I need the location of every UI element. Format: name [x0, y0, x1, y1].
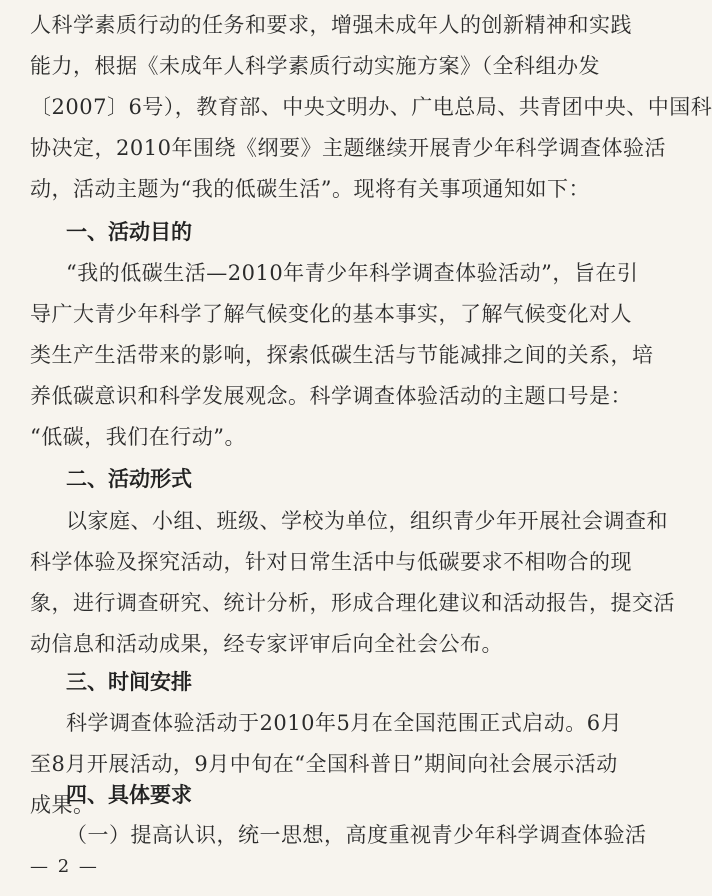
body-text-line: 成果。	[30, 793, 95, 817]
body-text-line: 〔2007〕6号），教育部、中央文明办、广电总局、共青团中央、中国科	[30, 95, 712, 119]
page-number: — 2 —	[30, 856, 99, 877]
body-text-line: 类生产生活带来的影响，探索低碳生活与节能减排之间的关系，培	[30, 343, 654, 367]
section-heading: 四、具体要求	[66, 783, 192, 807]
body-text-line: “我的低碳生活—2010年青少年科学调查体验活动”，旨在引	[66, 261, 639, 285]
body-text-line: 动信息和活动成果，经专家评审后向全社会公布。	[30, 632, 503, 656]
body-text-line: 动，活动主题为“我的低碳生活”。现将有关事项通知如下：	[30, 177, 590, 201]
body-text-line: 以家庭、小组、班级、学校为单位，组织青少年开展社会调查和	[66, 509, 668, 533]
body-text-line: 科学体验及探究活动，针对日常生活中与低碳要求不相吻合的现	[30, 550, 632, 574]
section-heading: 一、活动目的	[66, 220, 192, 244]
section-heading: 二、活动形式	[66, 467, 192, 491]
body-text-line: （一）提高认识，统一思想，高度重视青少年科学调查体验活	[66, 823, 647, 847]
body-text-line: 养低碳意识和科学发展观念。科学调查体验活动的主题口号是：	[30, 384, 632, 408]
body-text-line: 导广大青少年科学了解气候变化的基本事实，了解气候变化对人	[30, 302, 632, 326]
body-text-line: 象，进行调查研究、统计分析，形成合理化建议和活动报告，提交活	[30, 591, 675, 615]
body-text-line: 至8月开展活动，9月中旬在“全国科普日”期间向社会展示活动	[30, 752, 618, 776]
body-text-line: 能力，根据《未成年人科学素质行动实施方案》（全科组办发	[30, 54, 600, 78]
body-text-line: 协决定，2010年围绕《纲要》主题继续开展青少年科学调查体验活	[30, 136, 666, 160]
section-heading: 三、时间安排	[66, 670, 192, 694]
body-text-line: 科学调查体验活动于2010年5月在全国范围正式启动。6月	[66, 711, 623, 735]
body-text-line: 人科学素质行动的任务和要求，增强未成年人的创新精神和实践	[30, 13, 632, 37]
body-text-line: “低碳，我们在行动”。	[30, 425, 246, 449]
